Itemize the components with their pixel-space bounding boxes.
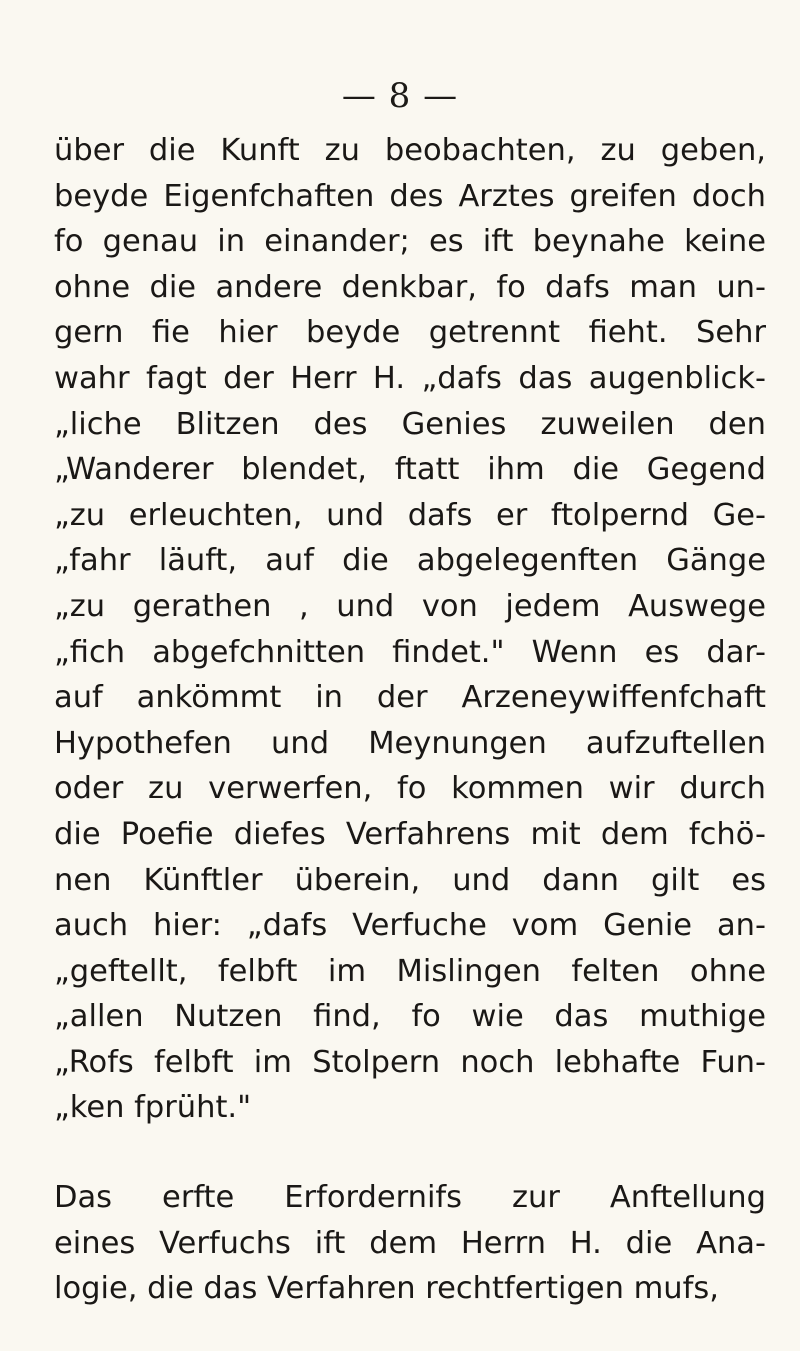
text-line: „allen Nutzen find, fo wie das muthige xyxy=(54,999,766,1035)
text-line: oder zu verwerfen, fo kommen wir durch xyxy=(54,771,766,807)
text-line: ohne die andere denkbar, fo dafs man un- xyxy=(54,269,766,305)
text-line: die Poefie diefes Verfahrens mit dem fchö- xyxy=(54,816,766,852)
text-line: „liche Blitzen des Genies zuweilen den xyxy=(54,406,766,442)
text-line: „fahr läuft, auf die abgelegenften Gänge xyxy=(54,543,766,579)
text-line: Das erfte Erfordernifs zur Anftellung xyxy=(54,1180,766,1216)
text-line: fo genau in einander; es ift beynahe keine xyxy=(54,224,766,260)
text-line: „geftellt, felbft im Mislingen felten ohne xyxy=(54,953,766,989)
text-line: „zu gerathen , und von jedem Auswege xyxy=(54,588,766,624)
text-line: auf ankömmt in der Arzeneywiffenfchaft xyxy=(54,680,766,716)
text-line: „ken fprüht." xyxy=(54,1090,252,1126)
text-line: beyde Eigenfchaften des Arztes greifen doch xyxy=(54,178,766,214)
paragraph-two xyxy=(54,1175,766,1312)
body-text xyxy=(54,128,766,1312)
text-line: logie, die das Verfahren rechtfertigen mufs, xyxy=(54,1271,719,1307)
paragraph-one xyxy=(54,128,766,1131)
text-line: auch hier: „dafs Verfuche vom Genie an- xyxy=(54,908,766,944)
text-line: wahr fagt der Herr H. „dafs das augenblick- xyxy=(54,360,766,396)
text-line: „Wanderer blendet, ftatt ihm die Gegend xyxy=(54,452,766,488)
text-line: eines Verfuchs ift dem Herrn H. die Ana- xyxy=(54,1225,766,1261)
text-line: „Rofs felbft im Stolpern noch lebhafte Fun- xyxy=(54,1044,766,1080)
text-line: über die Kunft zu beobachten, zu geben, xyxy=(54,133,766,168)
paragraph-gap xyxy=(54,1131,766,1175)
text-line: gern fie hier beyde getrennt fieht. Sehr xyxy=(54,315,766,351)
text-line: nen Künftler überein, und dann gilt es xyxy=(54,862,766,898)
page-number: — 8 — xyxy=(341,76,459,116)
text-line: Hypothefen und Meynungen aufzuftellen xyxy=(54,725,766,761)
text-line: „fich abgefchnitten findet." Wenn es dar- xyxy=(54,634,766,670)
text-line: „zu erleuchten, und dafs er ftolpernd Ge- xyxy=(54,497,766,533)
